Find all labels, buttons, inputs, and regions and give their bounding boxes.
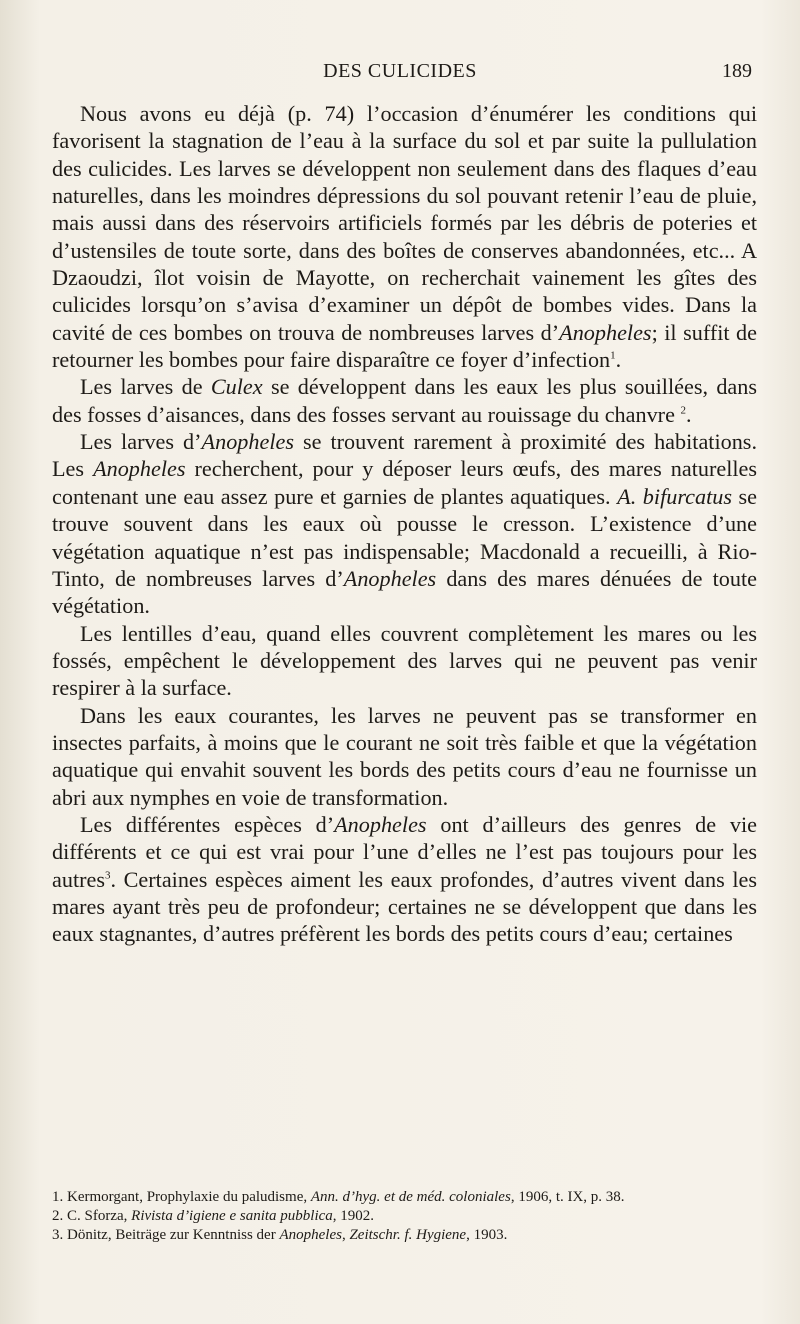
text-run: . Certaines espèces aiment les eaux profondes, d’autres vivent dans les mares ayant très peu de profondeur; certaines ne se développent que dans les eaux stagnantes, d’autres préfèrent les bords des petits cours d’eau; certaines xyxy=(52,866,757,947)
italic-text: Anopheles xyxy=(559,319,652,345)
text-run: 2. C. Sforza, xyxy=(52,1208,132,1224)
italic-text: Anopheles xyxy=(93,456,186,482)
text-run: se trouvent rarement à proximité des habitations. Les xyxy=(52,429,757,482)
paragraph xyxy=(52,100,757,373)
footnote xyxy=(52,1226,757,1245)
running-title: DES CULICIDES xyxy=(323,60,477,82)
text-run: Les différentes espèces d’ xyxy=(80,811,335,837)
paragraph xyxy=(52,702,757,811)
italic-text: A. bifurcatus xyxy=(617,483,732,509)
text-run: Les larves de xyxy=(80,374,211,400)
footnote-ref: 3 xyxy=(104,869,111,882)
italic-text: Anopheles xyxy=(201,429,294,455)
text-run: , xyxy=(341,1227,350,1243)
footnotes xyxy=(52,1188,757,1245)
page-number: 189 xyxy=(722,60,752,82)
page-header xyxy=(0,60,800,90)
text-run: Les larves d’ xyxy=(80,429,202,455)
footnote-ref: 2 xyxy=(680,404,686,417)
italic-text: Anopheles xyxy=(334,811,427,837)
text-run: Les lentilles d’eau, quand elles couvrent complètement les mares ou les fossés, empêchent le développement des larves qui ne peuvent pas venir respirer à la surface. xyxy=(52,620,757,701)
text-run: Dans les eaux courantes, les larves ne peuvent pas se transformer en insectes parfaits, à moins que le courant ne soit très faible et que la végétation aquatique qui envahit souvent les bords des petits cours d’eau ne fournisse un abri aux nymphes en voie de transformation. xyxy=(52,702,757,810)
italic-text: Anopheles xyxy=(343,565,437,591)
paragraph xyxy=(52,811,757,948)
text-run: 3. Dönitz, Beiträge zur Kenntniss der xyxy=(52,1227,280,1243)
text-run: 1. Kermorgant, Prophylaxie du paludisme, xyxy=(52,1189,311,1205)
italic-text: Rivista d’igiene e sanita pubblica xyxy=(131,1208,333,1224)
footnote-ref: 1 xyxy=(610,349,616,362)
text-run: . xyxy=(685,401,692,427)
text-run: , 1903. xyxy=(466,1227,508,1243)
footnote xyxy=(52,1188,757,1207)
text-run: recherchent, pour y déposer leurs œufs, des mares naturelles contenant une eau assez pure et garnies de plantes aquatiques. xyxy=(52,456,758,509)
text-run: . xyxy=(615,347,622,373)
footnote xyxy=(52,1207,757,1226)
text-run: se trouve souvent dans les eaux où pousse le cresson. L’existence d’une végétation aquatique n’est pas indispensable; Macdonald a recueilli, à Rio-Tinto, de nombreuses larves d’ xyxy=(52,483,758,591)
paragraph xyxy=(52,428,757,619)
italic-text: Anopheles xyxy=(279,1227,342,1243)
text-run: ; il suffit de retourner les bombes pour faire disparaître ce foyer d’infection xyxy=(52,319,757,373)
body-text xyxy=(52,100,757,948)
text-run: dans des mares dénuées de toute végétation. xyxy=(52,565,757,619)
italic-text: Zeitschr. f. Hygiene xyxy=(349,1227,467,1243)
italic-text: Culex xyxy=(210,374,263,400)
paragraph xyxy=(52,620,757,702)
text-run: se développent dans les eaux les plus souillées, dans des fosses d’aisances, dans des fosses servant au rouissage du chanvre xyxy=(52,374,757,427)
text-run: , 1902. xyxy=(332,1208,375,1224)
text-run: ont d’ailleurs des genres de vie différents et ce qui est vrai pour l’une d’elles ne l’est pas toujours pour les autres xyxy=(52,811,758,892)
italic-text: Ann. d’hyg. et de méd. coloniales xyxy=(310,1189,511,1205)
paragraph xyxy=(52,373,757,428)
text-run: , 1906, t. IX, p. 38. xyxy=(510,1189,625,1205)
text-run: Nous avons eu déjà (p. 74) l’occasion d’énumérer les conditions qui favorisent la stagnation de l’eau à la surface du sol et par suite la pullulation des culicides. Les larves se développent non seulement dans des flaques d’eau naturelles, dans les moindres dépressions du sol pouvant retenir l’eau de pluie, mais aussi dans des réservoirs artificiels formés par les débris de poteries et d’ustensiles de toute sorte, dans des boîtes de conserves abandonnées, etc... A Dzaoudzi, îlot voisin de Mayotte, on recherchait vainement les gîtes des culicides lorsqu’on s’avisa d’examiner un dépôt de bombes vides. Dans la cavité de ces bombes on trouva de nombreuses larves d’ xyxy=(52,101,757,345)
